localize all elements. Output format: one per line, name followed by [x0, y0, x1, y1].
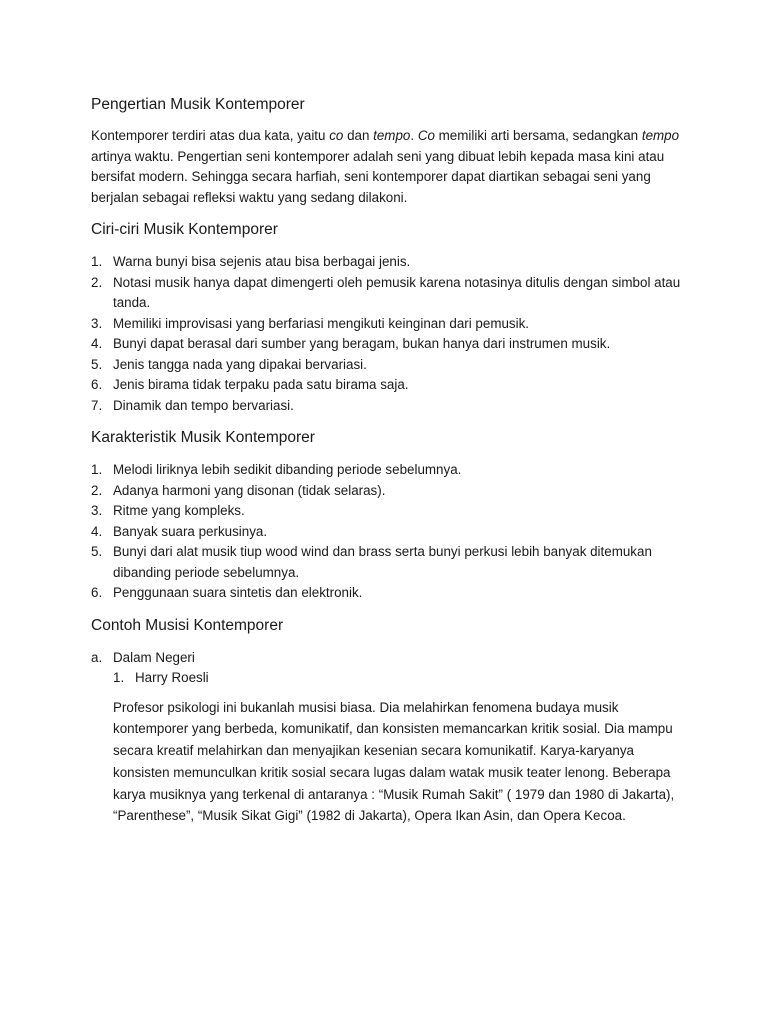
heading-contoh-musisi: Contoh Musisi Kontemporer: [91, 616, 284, 634]
list-item: 1. Melodi liriknya lebih sedikit dibanding periode sebelumnya.: [91, 462, 462, 477]
list-item: 7. Dinamik dan tempo bervariasi.: [91, 397, 294, 413]
musisi-name: Harry Roesli: [135, 670, 209, 685]
list-item: 6. Penggunaan suara sintetis dan elektronik.: [91, 585, 363, 600]
list-item: 5. Bunyi dari alat musik tiup wood wind dan brass serta bunyi perkusi lebih banyak ditemukan dibanding periode sebelumnya.: [91, 544, 652, 580]
list-item: 4. Bunyi dapat berasal dari sumber yang beragam, bukan hanya dari instrumen musik.: [91, 336, 611, 351]
group-title: Dalam Negeri: [113, 649, 195, 665]
paragraph-pengertian: Kontemporer terdiri atas dua kata, yaitu co dan tempo. Co memiliki arti bersama, sedangkan tempo artinya waktu. Pengertian seni kontemporer adalah seni yang dibuat lebih kepada masa kini atau bersifat modern. Sehingga secara harfiah, seni kontemporer dapat diartikan sebagai seni yang berjalan sebagai refleksi waktu yang sedang dilakoni.: [91, 128, 680, 205]
list-item: 2. Notasi musik hanya dapat dimengerti oleh pemusik karena notasinya ditulis dengan simbol atau tanda.: [91, 274, 681, 310]
list-karakteristik: [91, 460, 681, 604]
musisi-bio: Profesor psikologi ini bukanlah musisi biasa. Dia melahirkan fenomena budaya musik kontemporer yang berbeda, komunikatif, dan konsisten memancarkan kritik sosial. Dia mampu secara kreatif melahirkan dan menyajikan kesenian secara komunikatif. Karya-karyanya konsisten memunculkan kritik sosial secara lugas dalam watak musik teater lenong. Beberapa karya musiknya yang terkenal di antaranya : “Musik Rumah Sakit” ( 1979 dan 1980 di Jakarta), “Parenthese”, “Musik Sikat Gigi” (1982 di Jakarta), Opera Ikan Asin, dan Opera Kecoa.: [113, 699, 675, 824]
list-item: 2. Adanya harmoni yang disonan (tidak selaras).: [91, 482, 386, 498]
heading-karakteristik: Karakteristik Musik Kontemporer: [91, 429, 315, 446]
musisi-item: 1. Harry Roesli: [113, 670, 209, 685]
list-item: 1. Warna bunyi bisa sejenis atau bisa berbagai jenis.: [91, 254, 411, 269]
list-item: 3. Ritme yang kompleks.: [91, 503, 245, 518]
list-ciri-ciri: [91, 252, 681, 416]
list-item: 3. Memiliki improvisasi yang berfariasi mengikuti keinginan dari pemusik.: [91, 315, 530, 331]
musisi-group-dalam-negeri: a. Dalam Negeri 1. Harry Roesli Profesor psikologi ini bukanlah musisi biasa. Dia melahirkan fenomena budaya musik kontemporer yang berbeda, komunikatif, dan konsisten memancarkan kritik sosial. Dia mampu secara kreatif melahirkan dan menyajikan kesenian secara komunikatif. Karya-karyanya konsisten memunculkan kritik sosial secara lugas dalam watak musik teater lenong. Beberapa karya musiknya yang terkenal di antaranya : “Musik Rumah Sakit” ( 1979 dan 1980 di Jakarta), “Parenthese”, “Musik Sikat Gigi” (1982 di Jakarta), Opera Ikan Asin, dan Opera Kecoa.: [91, 648, 681, 828]
list-item: 6. Jenis birama tidak terpaku pada satu birama saja.: [91, 377, 409, 392]
heading-ciri-ciri: Ciri-ciri Musik Kontemporer: [91, 221, 278, 238]
document-content: [91, 95, 681, 827]
list-item: 5. Jenis tangga nada yang dipakai bervariasi.: [91, 356, 367, 372]
list-item: 4. Banyak suara perkusinya.: [91, 523, 268, 539]
heading-pengertian: Pengertian Musik Kontemporer: [91, 96, 305, 113]
